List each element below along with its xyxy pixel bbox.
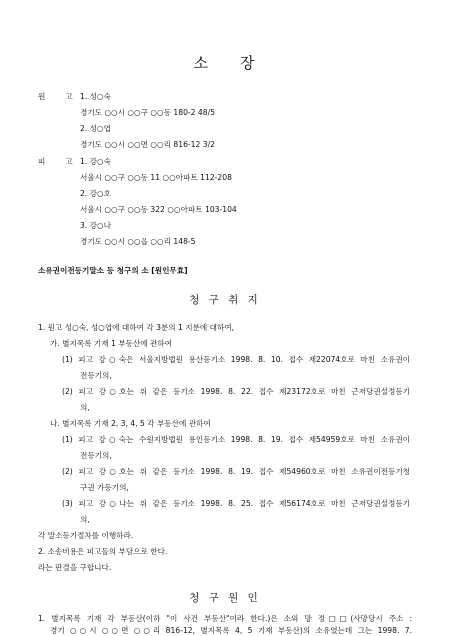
claim-line-1: 1. 원고 성○숙, 성○엽에 대하여 각 3분의 1 지분에 대하여, [38,323,235,332]
defendant-2-name: 2. 강○호 [80,189,111,198]
cause-para-1-line-2: 경기 ○○시 ○○면 ○○리 816-12, 별지목록 4, 5 기재 부동산)의 소유였는데 그는 1998. 7. [50,626,412,635]
claim-line-2: 각 말소등기절차를 이행하라. [38,531,134,540]
claim-ga-2-line-1: (2) 피고 강○호는 위 같은 등기소 1998. 8. 22. 접수 제23172호로 마친 근저당권설정등기 [62,387,410,396]
claim-na-2-line-2: 구권 가등기의, [80,483,129,492]
plaintiff-label: 원 고 [38,92,73,101]
claim-na-1-line-1: (1) 피고 강○숙는 수원지방법원 용인등기소 1998. 8. 19. 접수 제54959호로 마친 소유권이 [62,435,410,444]
claim-ga-1-line-1: (1) 피고 강○숙은 서울지방법원 용산등기소 1998. 8. 10. 접수 제22074호로 마친 소유권이 [62,355,410,364]
claim-line-3: 2. 소송비용은 피고들의 부담으로 한다. [38,547,168,556]
case-title: 소유권이전등기말소 등 청구의 소 [원인무효] [38,266,188,275]
cause-heading: 청 구 원 인 [189,592,261,604]
claim-item-na: 나. 별지목록 기재 2, 3, 4, 5 각 부동산에 관하여 [50,419,211,428]
claim-na-1-line-2: 전등기의, [80,451,112,460]
cause-para-1-line-1: 1. 별지목록 기재 각 부동산(이하 "이 사건 부동산"이라 한다.)은 소외 망 정□□(사망당시 주소 : [38,614,412,623]
claim-ga-2-line-2: 의, [80,403,90,412]
claim-na-2-line-1: (2) 피고 강○호는 위 같은 등기소 1998. 8. 19. 접수 제54960호로 마친 소유권이전등기청 [62,467,410,476]
plaintiff-1-name: 1. 성○숙 [80,92,111,101]
plaintiff-2-name: 2. 성○엽 [80,124,111,133]
plaintiff-2-address: 경기도 ○○시 ○○면 ○○리 816-12 3/2 [80,140,215,149]
plaintiff-1-address: 경기도 ○○시 ○○구 ○○동 180-2 48/5 [80,108,215,117]
claim-item-ga: 가. 별지목록 기재 1 부동산에 관하여 [50,339,173,348]
defendant-1-address: 서울시 ○○구 ○○동 11 ○○아파트 112-208 [80,173,232,182]
title-char-2: 장 [240,54,257,72]
defendant-label: 피 고 [38,157,73,166]
claim-line-4: 라는 판결을 구합니다. [38,563,112,572]
defendant-2-address: 서울시 ○○구 ○○동 322 ○○아파트 103-104 [80,205,237,214]
claim-ga-1-line-2: 전등기의, [80,371,112,380]
claim-heading: 청 구 취 지 [189,294,261,306]
claim-na-3-line-1: (3) 피고 강○나는 위 같은 등기소 1998. 8. 25. 접수 제56174호로 마친 근저당권설정등기 [62,499,410,508]
defendant-3-address: 경기도 ○○시 ○○읍 ○○리 148-5 [80,237,196,246]
defendant-1-name: 1. 강○숙 [80,157,111,166]
defendant-3-name: 3. 강○나 [80,221,111,230]
document-title [0,52,450,73]
claim-na-3-line-2: 의, [80,515,90,524]
title-char-1: 소 [193,54,210,72]
